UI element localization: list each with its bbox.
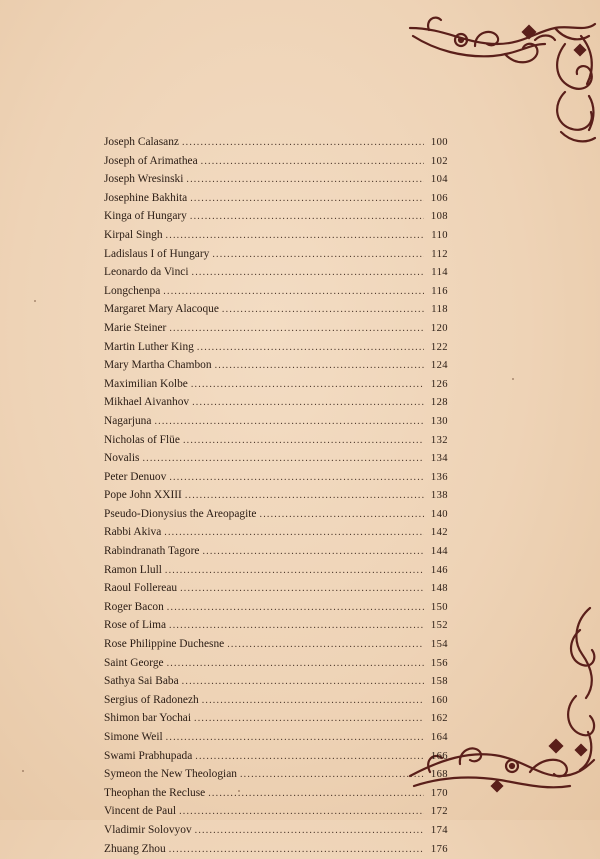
toc-entry	[104, 802, 448, 821]
toc-entry-page-number: 132	[430, 434, 448, 446]
toc-entry-name: Mary Martha Chambon	[104, 359, 212, 372]
dot-leader	[185, 487, 424, 506]
toc-entry-name: Rose of Lima	[104, 619, 167, 632]
dot-leader	[180, 580, 424, 599]
toc-entry	[104, 728, 448, 747]
toc-entry	[104, 338, 448, 357]
toc-entry-page-number: 110	[431, 229, 448, 241]
toc-entry-page-number: 168	[430, 769, 448, 781]
toc-entry	[104, 765, 448, 784]
dot-leader	[179, 803, 424, 822]
toc-entry-page-number: 114	[431, 267, 448, 279]
toc-entry-page-number: 112	[431, 248, 448, 260]
toc-entry-page-number: 124	[430, 360, 448, 372]
toc-entry-page-number: 154	[430, 639, 448, 651]
toc-entry	[104, 486, 448, 505]
toc-entry	[104, 709, 448, 728]
dot-leader	[202, 692, 424, 711]
toc-entry-name: Martin Luther King	[104, 340, 194, 353]
toc-entry-page-number: 142	[430, 527, 448, 539]
dot-leader	[142, 450, 424, 469]
dot-leader	[192, 394, 424, 413]
toc-entry-name: Ramon Llull	[104, 563, 162, 576]
toc-entry-name: Kinga of Hungary	[104, 210, 187, 223]
toc-entry-page-number: 140	[430, 508, 448, 520]
toc-entry	[104, 449, 448, 468]
dot-leader	[212, 246, 424, 265]
toc-entry-name: Joseph of Arimathea	[104, 154, 198, 167]
dot-leader	[169, 469, 424, 488]
toc-entry-page-number: 158	[430, 676, 448, 688]
toc-entry	[104, 579, 448, 598]
dot-leader	[154, 413, 424, 432]
toc-entry	[104, 616, 448, 635]
dot-leader	[260, 506, 425, 525]
dot-leader	[201, 153, 424, 172]
toc-entry-name: Rabindranath Tagore	[104, 545, 200, 558]
dot-leader	[208, 785, 424, 804]
toc-entry	[104, 821, 448, 840]
toc-entry	[104, 431, 448, 450]
dot-leader	[222, 301, 424, 320]
toc-entry	[104, 356, 448, 375]
dot-leader	[163, 283, 424, 302]
toc-entry-page-number: 102	[430, 155, 448, 167]
table-of-contents	[104, 133, 448, 858]
toc-entry	[104, 393, 448, 412]
toc-entry	[104, 133, 448, 152]
dot-leader	[240, 766, 424, 785]
toc-entry	[104, 747, 448, 766]
toc-entry-name: Nagarjuna	[104, 414, 152, 427]
toc-entry-page-number: 146	[430, 564, 448, 576]
toc-entry-page-number: 152	[430, 620, 448, 632]
toc-entry-page-number: 172	[430, 806, 448, 818]
toc-entry-name: Rose Philippine Duchesne	[104, 638, 225, 651]
toc-entry-name: Sergius of Radonezh	[104, 693, 199, 706]
toc-entry	[104, 542, 448, 561]
dot-leader	[183, 432, 424, 451]
toc-entry-name: Joseph Wresinski	[104, 173, 184, 186]
toc-entry-page-number: 106	[430, 192, 448, 204]
toc-entry-page-number: 118	[431, 304, 448, 316]
toc-entry-name: Roger Bacon	[104, 600, 164, 613]
toc-entry-name: Rabbi Akiva	[104, 526, 162, 539]
toc-entry	[104, 170, 448, 189]
toc-entry-name: Symeon the New Theologian	[104, 768, 237, 781]
dot-leader	[195, 748, 424, 767]
toc-entry-name: Josephine Bakhita	[104, 191, 188, 204]
toc-entry	[104, 300, 448, 319]
dot-leader	[169, 841, 424, 859]
toc-entry-page-number: 174	[430, 824, 448, 836]
toc-entry	[104, 635, 448, 654]
toc-entry-name: Theophan the Recluse	[104, 786, 206, 799]
toc-entry	[104, 282, 448, 301]
toc-entry-page-number: 100	[430, 137, 448, 148]
toc-entry	[104, 505, 448, 524]
toc-entry-name: Pseudo-Dionysius the Areopagite	[104, 507, 257, 520]
dot-leader	[227, 636, 424, 655]
toc-entry	[104, 319, 448, 338]
toc-entry-name: Mikhael Aivanhov	[104, 396, 190, 409]
toc-entry-name: Joseph Calasanz	[104, 136, 179, 148]
toc-entry-page-number: 170	[430, 787, 448, 799]
toc-entry	[104, 654, 448, 673]
toc-entry-page-number: 122	[430, 341, 448, 353]
dot-leader	[202, 543, 424, 562]
toc-entry-page-number: 164	[430, 732, 448, 743]
toc-entry	[104, 840, 448, 859]
dot-leader	[192, 264, 424, 283]
toc-entry-name: Ladislaus I of Hungary	[104, 247, 210, 260]
dot-leader	[191, 376, 424, 395]
toc-entry-page-number: 126	[430, 378, 448, 390]
dot-leader	[167, 599, 424, 618]
dot-leader	[165, 562, 424, 581]
toc-entry	[104, 672, 448, 691]
toc-entry-page-number: 120	[430, 322, 448, 334]
toc-entry-name: Nicholas of Flüe	[104, 433, 180, 446]
toc-entry	[104, 691, 448, 710]
toc-entry-name: Leonardo da Vinci	[104, 266, 189, 279]
dot-leader	[169, 320, 424, 339]
toc-entry-name: Marie Steiner	[104, 321, 167, 334]
toc-entry-page-number: 144	[430, 546, 448, 558]
dot-leader	[190, 208, 424, 227]
toc-entry	[104, 598, 448, 617]
dot-leader	[215, 357, 424, 376]
toc-entry-page-number: 160	[430, 694, 448, 706]
toc-entry-page-number: 104	[430, 174, 448, 186]
dot-leader	[167, 655, 424, 674]
toc-entry	[104, 263, 448, 282]
dot-leader	[194, 710, 424, 729]
toc-entry-page-number: 128	[430, 397, 448, 409]
toc-entry-page-number: 116	[431, 285, 448, 297]
dot-leader	[182, 134, 424, 153]
toc-entry	[104, 245, 448, 264]
toc-entry	[104, 523, 448, 542]
toc-entry-page-number: 138	[430, 490, 448, 502]
toc-entry-name: Longchenpa	[104, 284, 161, 297]
toc-entry-name: Zhuang Zhou	[104, 842, 166, 855]
toc-entry-name: Peter Denuov	[104, 470, 167, 483]
toc-entry-name: Vladimir Solovyov	[104, 823, 192, 836]
toc-entry-name: Simone Weil	[104, 731, 163, 743]
toc-entry-name: Pope John XXIII	[104, 489, 182, 502]
toc-entry-page-number: 136	[430, 471, 448, 483]
toc-entry	[104, 561, 448, 580]
toc-entry	[104, 375, 448, 394]
dot-leader	[182, 673, 424, 692]
toc-entry-page-number: 108	[430, 211, 448, 223]
toc-entry-name: Novalis	[104, 452, 140, 465]
dot-leader	[190, 190, 424, 209]
toc-entry	[104, 412, 448, 431]
dot-leader	[166, 729, 424, 748]
dot-leader	[169, 617, 424, 636]
toc-entry-page-number: 134	[430, 453, 448, 465]
dot-leader	[164, 524, 424, 543]
dot-leader	[166, 227, 424, 246]
toc-entry	[104, 152, 448, 171]
toc-entry-name: Kirpal Singh	[104, 228, 163, 241]
toc-entry-page-number: 150	[430, 601, 448, 613]
toc-entry-name: Shimon bar Yochai	[104, 712, 192, 725]
toc-entry-name: Vincent de Paul	[104, 805, 177, 818]
toc-entry	[104, 784, 448, 803]
toc-entry	[104, 468, 448, 487]
toc-entry-name: Sathya Sai Baba	[104, 675, 179, 688]
toc-entry-name: Swami Prabhupada	[104, 749, 193, 762]
paper-speck	[34, 300, 36, 302]
paper-speck	[22, 770, 24, 772]
toc-entry-name: Saint George	[104, 656, 164, 669]
toc-entry	[104, 207, 448, 226]
dot-leader	[197, 339, 424, 358]
toc-entry	[104, 189, 448, 208]
toc-entry-name: Maximilian Kolbe	[104, 377, 188, 390]
toc-entry-name: Margaret Mary Alacoque	[104, 303, 219, 316]
toc-entry-page-number: 166	[430, 750, 448, 762]
toc-entry-page-number: 162	[430, 713, 448, 725]
toc-entry-page-number: 156	[430, 657, 448, 669]
toc-entry	[104, 226, 448, 245]
dot-leader	[186, 171, 424, 190]
toc-entry-page-number: 148	[430, 583, 448, 595]
toc-entry-page-number: 130	[430, 415, 448, 427]
paper-speck	[512, 378, 514, 380]
toc-entry-name: Raoul Follereau	[104, 582, 178, 595]
toc-entry-page-number: 176	[430, 843, 448, 855]
dot-leader	[195, 822, 424, 841]
